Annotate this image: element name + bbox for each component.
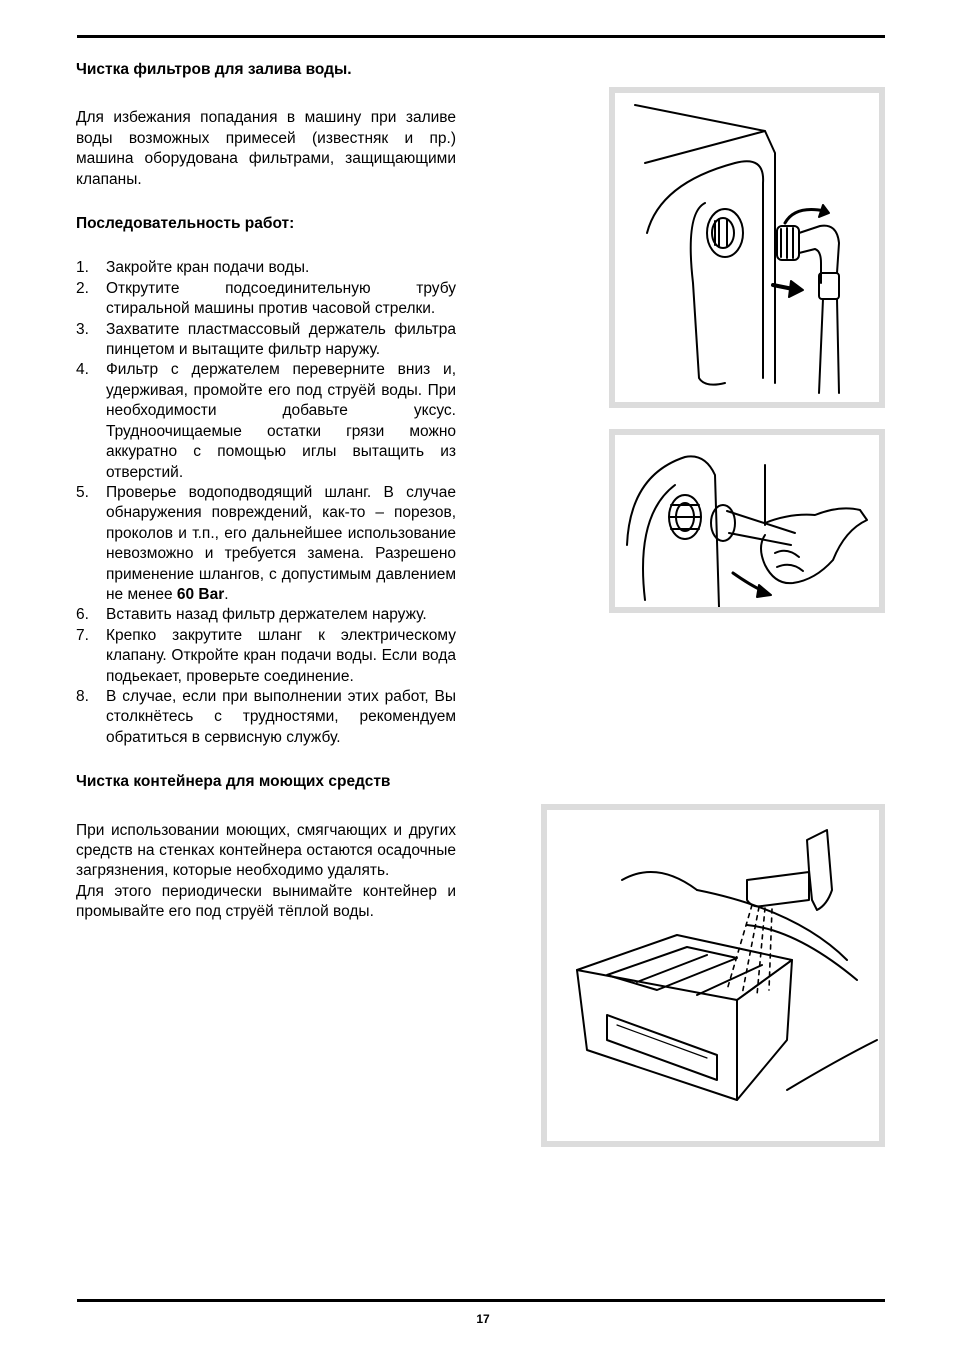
steps-list xyxy=(76,258,456,748)
step-item: 4. Фильтр с держателем переверните вниз и, удерживая, промойте его под струёй воды. При необходимости добавьте уксус. Трудноочищаемые остатки грязи можно аккуратно с помощью иглы вытащить из отверстий. xyxy=(76,361,456,481)
hose-unscrew-illustration xyxy=(609,87,885,408)
detergent-drawer-rinse-illustration xyxy=(541,804,885,1147)
step-item: 7. Крепко закрутите шланг к электрическому клапану. Откройте кран подачи воды. Если вода подьекает, проверьте соединение. xyxy=(76,626,456,685)
sequence-title: Последовательность работ: xyxy=(76,215,295,233)
section-title-detergent: Чистка контейнера для моющих средств xyxy=(76,773,391,791)
step-item: 5. Проверье водоподводящий шланг. В случае обнаружения повреждений, как-то – порезов, проколов и т.п., его дальнейшее использование невозможно и требуется замена. Разрешено применение шлангов, с допустимым давлением не менее 60 Bar. xyxy=(76,483,456,603)
pressure-value: 60 Bar xyxy=(176,585,225,603)
step-item: 2. Открутите подсоединительную трубу стиральной машины против часовой стрелки. xyxy=(76,279,456,318)
top-rule xyxy=(77,35,885,38)
page-number: 17 xyxy=(476,1312,490,1326)
bottom-rule xyxy=(77,1299,885,1302)
section-title-filters: Чистка фильтров для залива воды. xyxy=(76,61,352,78)
detergent-para-2: Для этого периодически вынимайте контейнер и промывайте его под струёй тёплой воды. xyxy=(76,882,456,921)
step-item: 1. Закройте кран подачи воды. xyxy=(76,259,310,277)
step-item: 6. Вставить назад фильтр держателем наружу. xyxy=(76,606,427,624)
filter-removal-pliers-illustration xyxy=(609,429,885,613)
detergent-para-1: При использовании моющих, смягчающих и других средств на стенках контейнера остаются осадочные загрязнения, которые необходимо удалять. xyxy=(76,821,456,880)
step-item: 8. В случае, если при выполнении этих работ, Вы столкнётесь с трудностями, рекомендуем обратиться в сервисную службу. xyxy=(76,687,456,746)
filters-intro: Для избежания попадания в машину при заливе воды возможных примесей (известняк и пр.) машина оборудована фильтрами, защищающими клапаны. xyxy=(76,109,456,188)
text-column xyxy=(76,60,456,923)
step-item: 3. Захватите пластмассовый держатель фильтра пинцетом и вытащите фильтр наружу. xyxy=(76,320,456,359)
